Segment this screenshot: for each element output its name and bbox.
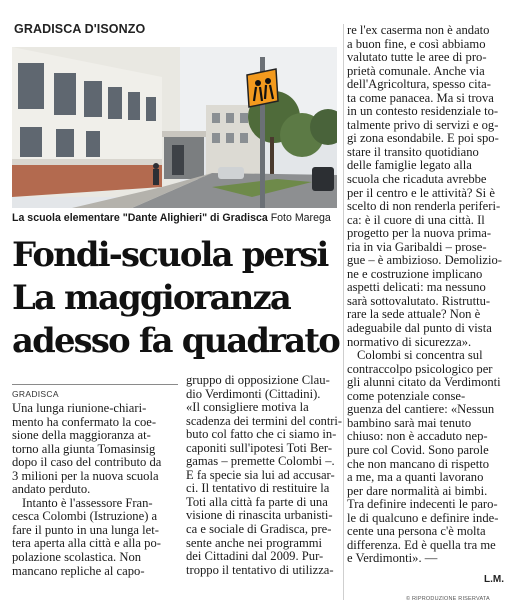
school-photo-illustration [12,47,337,208]
section-label: GRADISCA D'ISONZO [14,22,146,36]
text-line: chiuso: non è accaduto nep- [347,430,488,444]
text-line: sione della maggioranza at- [12,429,151,443]
text-line: andato perduto. [12,483,91,497]
text-line: prietà comunale. Anche via [347,64,485,78]
article-column-2 [186,374,342,577]
text-line: Una lunga riunione-chiari- [12,402,147,415]
text-line: gue – è ambizioso. Demolizio- [347,254,502,268]
headline-line-2: La maggioranza [12,278,291,318]
text-line: caponiti sull'ipotesi Toti Ber- [186,441,333,455]
text-line: sente anche nei programmi [186,536,323,550]
text-line: dell'Agricoltura, spesso cita- [347,78,491,92]
copyright-notice: © RIPRODUZIONE RISERVATA [406,596,490,602]
text-line: in un contesto residenziale to- [347,105,499,119]
text-line: adeguabile dal punto di vista [347,322,492,336]
text-line: mancano repliche al capo- [12,564,145,578]
text-line: scelto di non renderla periferi- [347,200,501,214]
text-line: contraccolpo psicologico per [347,362,493,376]
text-line: mento ha confermato la coe- [12,415,157,429]
dateline: GRADISCA [12,384,178,399]
text-line: per il centro e le attività? Si è [347,186,495,200]
text-line: dio Verdimonti (Cittadini). [186,387,321,401]
text-line: gruppo di opposizione Clau- [186,374,330,387]
article-column-3 [347,24,509,566]
text-line: dopo il caso del contributo da [12,456,162,470]
headline-line-3: adesso fa quadrato [12,321,339,361]
text-line: stare il transito quotidiano [347,145,479,159]
text-line: Intanto è l'assessore Fran- [22,496,153,510]
text-line: normativo di sicurezza». [347,335,472,349]
text-line: troppo il tentativo di utilizza- [186,563,334,577]
text-line: scadenza dei termini del contri- [186,414,342,428]
author-signature: L.M. [484,574,504,585]
text-line: E fa specie sia lui ad accusar- [186,468,335,482]
text-line: Toti alla città fa parte di una [186,495,328,509]
text-line: Colombi si concentra sul [357,349,483,363]
text-line: come potenziale conse- [347,389,466,403]
text-line: ria in via Garibaldi – prose- [347,240,487,254]
text-line: ca: è il cuore di una città. Il [347,213,485,227]
text-line: talmente privo di servizi e og- [347,118,499,132]
text-line: visione di rinascita urbanisti- [186,509,333,523]
text-line: guenza del cantiere: «Nessun [347,403,495,417]
text-line: differenza. Ed è quella tra me [347,538,496,552]
text-line: rare la sede attuale? Non è [347,308,481,322]
text-line: delle famiglie legato alla [347,159,472,173]
photo-credit: Foto Marega [267,212,331,224]
text-line: 3 milioni per la nuova scuola [12,469,159,483]
text-line: cesca Colombi (Istruzione) a [12,510,158,524]
text-line: le di qualcuno e definire inde- [347,511,499,525]
text-line: che non mancano di rispetto [347,457,489,471]
photo-caption [12,211,342,225]
text-line: gamas – premette Colombi –. [186,455,335,469]
text-line: gi zona esondabile. E poi spo- [347,132,499,146]
text-line: pure col Covid. Sono parole [347,443,489,457]
text-line: per dare normalità ai bimbi. [347,484,488,498]
text-line: «Il consigliere motiva la [186,401,309,415]
text-line: cente una persona c'è molta [347,525,486,539]
text-line: e Verdimonti». — [347,552,438,566]
text-line: polazione scolastica. Non [12,551,142,565]
text-line: sarà sottovalutato. Ristruttu- [347,294,491,308]
article-column-1 [12,402,180,578]
text-line: aspetti delicati: ma nessuno [347,281,486,295]
text-line: dei Cittadini dal 2009. Pur- [186,550,324,564]
text-line: ne e costruzione implicano [347,267,483,281]
text-line: Tra definire indecenti le paro- [347,498,498,512]
column-divider [343,24,344,600]
text-line: ca e sociale di Gradisca, pre- [186,523,332,537]
text-line: torno alla giunta Tomasinsig [12,442,156,456]
text-line: a me, ma a quanti lavorano [347,471,484,485]
text-line: a buon fine, e così abbiamo [347,37,486,51]
text-line: gli alunni citato da Verdimonti [347,376,501,390]
text-line: fare il punto in una lunga let- [12,523,159,537]
text-line: buto col fatto che ci siamo in- [186,428,337,442]
text-line: ci. Il tentativo di restituire la [186,482,330,496]
text-line: ta come panacea. Ma si trova [347,91,494,105]
text-line: bambino sarà mai tenuto [347,416,472,430]
caption-text: La scuola elementare "Dante Alighieri" di Gradisca [12,212,268,224]
text-line: progetto per la nuova prima- [347,227,492,241]
text-line: re l'ex caserma non è andato [347,24,490,37]
text-line: scuola che ricaduta avrebbe [347,173,487,187]
text-line: tera aperta alla città e alla po- [12,537,161,551]
text-line: valutato tutte le aree di pro- [347,51,487,65]
headline-line-1: Fondi-scuola persi [12,235,328,275]
article-photo [12,47,337,208]
